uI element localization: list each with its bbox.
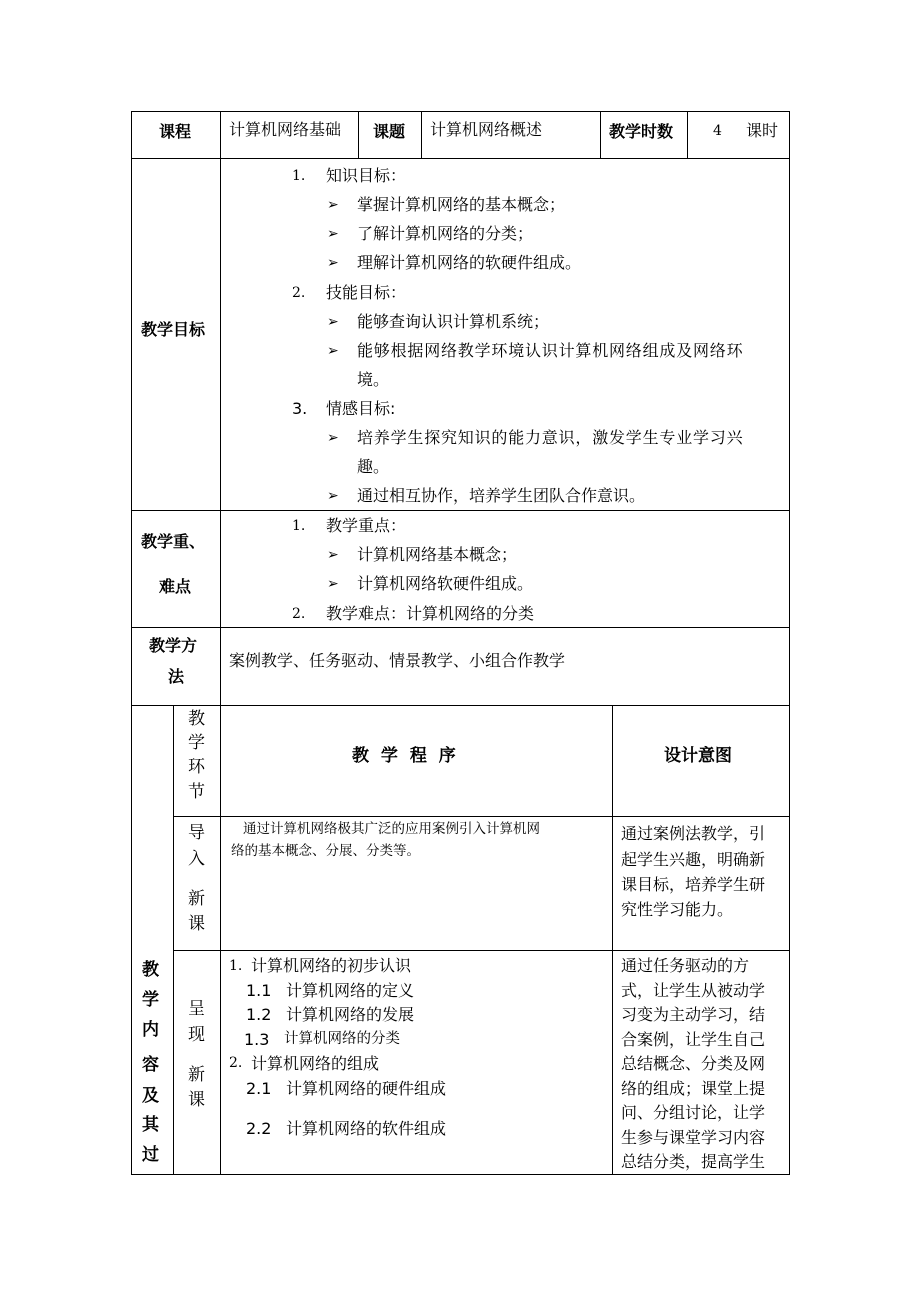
hours-unit: 课时 — [746, 121, 779, 140]
arrow-bullet-icon: ➢ — [327, 488, 339, 504]
knowledge-num: 1. — [292, 168, 306, 184]
difficulty-num: 2. — [292, 606, 306, 622]
keypoints-item: 计算机网络基本概念； — [357, 545, 518, 564]
keypoints-num: 1. — [292, 518, 306, 534]
arrow-bullet-icon: ➢ — [327, 197, 339, 213]
intent-header: 设计意图 — [664, 746, 732, 766]
skill-item: 能够查询认识计算机系统； — [357, 312, 550, 331]
hours-value: 4 — [713, 123, 722, 139]
skill-title: 技能目标： — [326, 283, 407, 302]
knowledge-item: 掌握计算机网络的基本概念； — [357, 195, 566, 214]
arrow-bullet-icon: ➢ — [327, 314, 339, 330]
arrow-bullet-icon: ➢ — [327, 226, 339, 242]
emotion-item: 培养学生探究知识的能力意识，激发学生专业学习兴 — [357, 428, 744, 447]
arrow-bullet-icon: ➢ — [327, 576, 339, 592]
topic-label: 课题 — [373, 122, 406, 141]
keypoints-label-line2: 难点 — [159, 577, 192, 596]
knowledge-item: 了解计算机网络的分类； — [357, 224, 534, 243]
topic-value: 计算机网络概述 — [430, 120, 543, 139]
objectives-label: 教学目标 — [141, 320, 206, 339]
arrow-bullet-icon: ➢ — [327, 430, 339, 446]
methods-value: 案例教学、任务驱动、情景教学、小组合作教学 — [229, 651, 566, 670]
knowledge-item: 理解计算机网络的软硬件组成。 — [357, 253, 582, 272]
methods-label-line1: 教学方 — [149, 636, 198, 655]
arrow-bullet-icon: ➢ — [327, 343, 339, 359]
methods-label-line2: 法 — [168, 667, 185, 686]
keypoints-item: 计算机网络软硬件组成。 — [357, 574, 534, 593]
knowledge-title: 知识目标： — [326, 166, 407, 185]
difficulty-text: 教学难点：计算机网络的分类 — [326, 604, 535, 623]
skill-item: 能够根据网络教学环境认识计算机网络组成及网络环 — [357, 341, 744, 360]
intro-text: 通过计算机网络极其广泛的应用案例引入计算机网 — [243, 821, 540, 837]
program-header: 教 学 程 序 — [352, 746, 456, 766]
emotion-num: 3. — [292, 399, 308, 418]
intro-text-cont: 络的基本概念、分展、分类等。 — [231, 843, 420, 859]
course-label: 课程 — [159, 122, 192, 141]
emotion-item-cont: 趣。 — [357, 457, 390, 476]
keypoints-label-line1: 教学重、 — [141, 532, 206, 551]
hours-label: 教学时数 — [609, 122, 674, 141]
emotion-item: 通过相互协作，培养学生团队合作意识。 — [357, 486, 646, 505]
arrow-bullet-icon: ➢ — [327, 547, 339, 563]
emotion-title: 情感目标: — [326, 399, 396, 418]
keypoints-title: 教学重点： — [326, 516, 407, 535]
arrow-bullet-icon: ➢ — [327, 255, 339, 271]
skill-num: 2. — [292, 285, 306, 301]
skill-item-cont: 境。 — [357, 370, 390, 389]
course-value: 计算机网络基础 — [229, 120, 342, 139]
